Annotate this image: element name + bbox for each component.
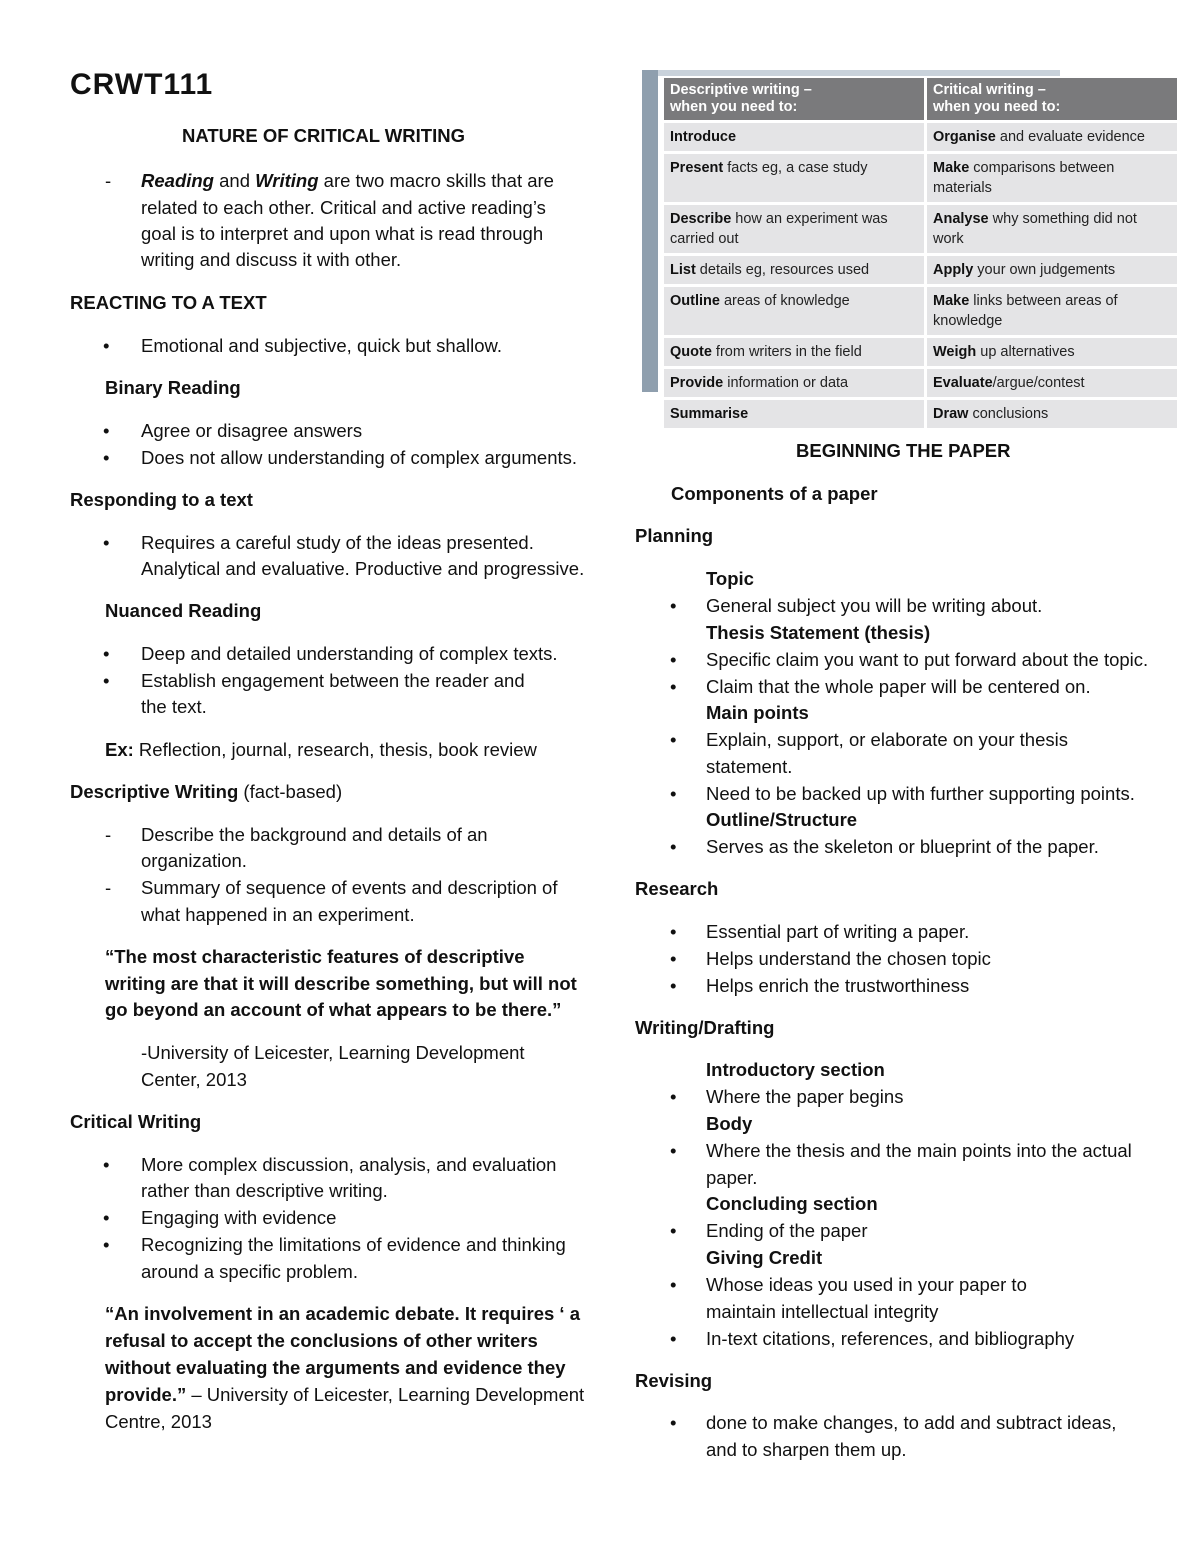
critical-cell (926, 399, 1179, 430)
heading-introductory-section: Introductory section (706, 1059, 885, 1080)
descriptive-cell (664, 368, 926, 399)
responding-line-2: Analytical and evaluative. Productive and progressive. (141, 558, 585, 579)
bullet-dot: • (670, 948, 677, 969)
bullet-dot: • (103, 670, 110, 691)
bullet-dot: • (670, 1412, 677, 1433)
table-body (664, 122, 1179, 430)
cell-text: how an experiment was carried out (670, 211, 888, 247)
descriptive-bullet-1-line-2: organization. (141, 850, 247, 871)
heading-writing-drafting: Writing/Drafting (635, 1017, 775, 1038)
cell-verb: List (670, 262, 696, 278)
quote-2-end: provide.” (105, 1384, 187, 1405)
bullet-dot: • (670, 595, 677, 616)
responding-line-1: Requires a careful study of the ideas presented. (141, 532, 534, 553)
bullet-dot: • (103, 335, 110, 356)
critical-bullet-3-line-1: Recognizing the limitations of evidence and thinking (141, 1234, 566, 1255)
header-critical (926, 78, 1179, 122)
comparison-table-figure (642, 70, 1180, 422)
cell-verb: Evaluate (933, 375, 993, 391)
bullet-dot: • (670, 1328, 677, 1349)
intro-bullet: Where the paper begins (706, 1086, 904, 1107)
table-row (664, 204, 1179, 255)
cell-text: information or data (723, 375, 849, 391)
cell-text: and evaluate evidence (995, 129, 1146, 145)
bullet-dot: • (670, 1274, 677, 1295)
cell-verb: Weigh (933, 344, 977, 360)
critical-cell (926, 286, 1179, 337)
quote-1-line-1: “The most characteristic features of descriptive (105, 946, 525, 967)
heading-concluding-section: Concluding section (706, 1193, 878, 1214)
descriptive-cell (664, 399, 926, 430)
critical-bullet-1-line-2: rather than descriptive writing. (141, 1180, 388, 1201)
cell-text: conclusions (968, 406, 1049, 422)
bullet-dot: • (670, 1086, 677, 1107)
quote-2-line-2: refusal to accept the conclusions of other writers (105, 1330, 538, 1351)
cell-verb: Make (933, 160, 970, 176)
cell-verb: Introduce (670, 129, 737, 145)
table-row (664, 399, 1179, 430)
bullet-dot: • (103, 447, 110, 468)
binary-bullet-2: Does not allow understanding of complex arguments. (141, 447, 578, 468)
cell-text: up alternatives (976, 344, 1075, 360)
descriptive-bullet-2-line-1: Summary of sequence of events and description of (141, 877, 558, 898)
heading-outline-structure: Outline/Structure (706, 809, 858, 830)
table-row (664, 286, 1179, 337)
main-bullet-1-line-2: statement. (706, 756, 793, 777)
table-row (664, 368, 1179, 399)
cell-text: from writers in the field (711, 344, 862, 360)
descriptive-cell (664, 286, 926, 337)
nature-paragraph-line-3: goal is to interpret and upon what is read through (141, 223, 544, 244)
bullet-dot: • (103, 1207, 110, 1228)
bullet-dot: • (103, 643, 110, 664)
cell-verb: Apply (933, 262, 974, 278)
table-header-row (664, 78, 1179, 122)
heading-components-of-a-paper: Components of a paper (671, 483, 878, 504)
descriptive-bullet-2-line-2: what happened in an experiment. (141, 904, 415, 925)
cell-text: links between areas of knowledge (933, 293, 1118, 329)
nature-paragraph-line-2: related to each other. Critical and active reading’s (141, 197, 546, 218)
critical-bullet-2: Engaging with evidence (141, 1207, 337, 1228)
descriptive-cell (664, 204, 926, 255)
nature-text: and (213, 170, 256, 191)
document-title: CRWT111 (70, 68, 214, 101)
revising-bullet-line-2: and to sharpen them up. (706, 1439, 907, 1460)
reading-term: Reading (141, 170, 214, 191)
credit-bullet-1-line-1: Whose ideas you used in your paper to (706, 1274, 1027, 1295)
cell-text: comparisons between materials (933, 160, 1115, 196)
header-line: Descriptive writing – (670, 82, 812, 98)
bullet-dot: • (670, 836, 677, 857)
descriptive-cell (664, 337, 926, 368)
heading-main-points: Main points (706, 702, 809, 723)
cell-verb: Draw (933, 406, 969, 422)
header-line: when you need to: (933, 99, 1061, 115)
cell-verb: Analyse (933, 211, 989, 227)
header-descriptive (664, 78, 926, 122)
reacting-bullet: Emotional and subjective, quick but shallow. (141, 335, 502, 356)
critical-cell (926, 368, 1179, 399)
header-line: Critical writing – (933, 82, 1046, 98)
bullet-dot: • (103, 1234, 110, 1255)
cell-verb: Summarise (670, 406, 749, 422)
heading-body: Body (706, 1113, 753, 1134)
heading-planning: Planning (635, 525, 714, 546)
cell-verb: Quote (670, 344, 712, 360)
critical-bullet-1-line-1: More complex discussion, analysis, and evaluation (141, 1154, 557, 1175)
nuanced-bullet-2-line-2: the text. (141, 696, 207, 717)
quote-2-line-3: without evaluating the arguments and evidence they (105, 1357, 566, 1378)
table-row (664, 255, 1179, 286)
topic-bullet: General subject you will be writing about. (706, 595, 1043, 616)
bullet-dot: • (670, 676, 677, 697)
critical-cell (926, 337, 1179, 368)
cell-verb: Describe (670, 211, 732, 227)
heading-reacting-to-a-text: REACTING TO A TEXT (70, 292, 267, 313)
main-bullet-1-line-1: Explain, support, or elaborate on your thesis (706, 729, 1068, 750)
descriptive-cell (664, 122, 926, 153)
bullet-dot: • (670, 921, 677, 942)
research-bullet-3: Helps enrich the trustworthiness (706, 975, 970, 996)
quote-2-line-1: “An involvement in an academic debate. It requires ‘ a (105, 1303, 580, 1324)
table-top-border (658, 70, 1060, 76)
thesis-bullet-1: Specific claim you want to put forward about the topic. (706, 649, 1149, 670)
cell-text: facts eg, a case study (723, 160, 868, 176)
bullet-dash: - (105, 824, 112, 845)
cell-verb: Present (670, 160, 724, 176)
concluding-bullet: Ending of the paper (706, 1220, 868, 1241)
heading-giving-credit: Giving Credit (706, 1247, 823, 1268)
heading-thesis-statement: Thesis Statement (thesis) (706, 622, 931, 643)
descriptive-writing-term: Descriptive Writing (70, 781, 239, 802)
nature-text: are two macro skills that are (318, 170, 554, 191)
critical-cell (926, 255, 1179, 286)
citation-1-line-2: Center, 2013 (141, 1069, 247, 1090)
bullet-dot: • (103, 532, 110, 553)
heading-revising: Revising (635, 1370, 713, 1391)
descriptive-bullet-1-line-1: Describe the background and details of an (141, 824, 488, 845)
quote-1-line-3: go beyond an account of what appears to be there.” (105, 999, 562, 1020)
cell-verb: Outline (670, 293, 720, 309)
cell-text: details eg, resources used (695, 262, 870, 278)
bullet-dash: - (105, 877, 112, 898)
body-bullet-line-1: Where the thesis and the main points into the actual (706, 1140, 1132, 1161)
credit-bullet-2: In-text citations, references, and bibliography (706, 1328, 1075, 1349)
research-bullet-2: Helps understand the chosen topic (706, 948, 991, 969)
critical-cell (926, 204, 1179, 255)
header-line: when you need to: (670, 99, 798, 115)
bullet-dot: • (670, 783, 677, 804)
table-left-border (642, 70, 658, 392)
ex-label: Ex: (105, 739, 134, 760)
heading-nature-of-critical-writing: NATURE OF CRITICAL WRITING (182, 125, 465, 146)
bullet-dot: • (103, 1154, 110, 1175)
bullet-dash: - (105, 170, 112, 191)
critical-cell (926, 122, 1179, 153)
examples-line (105, 736, 537, 763)
writing-term: Writing (255, 170, 319, 191)
descriptive-cell (664, 255, 926, 286)
table-row (664, 153, 1179, 204)
heading-responding-to-a-text: Responding to a text (70, 489, 253, 510)
quote-1-line-2: writing are that it will describe something, but will not (105, 973, 577, 994)
binary-bullet-1: Agree or disagree answers (141, 420, 363, 441)
bullet-dot: • (670, 729, 677, 750)
cell-verb: Make (933, 293, 970, 309)
heading-topic: Topic (706, 568, 754, 589)
bullet-dot: • (670, 975, 677, 996)
critical-cell (926, 153, 1179, 204)
comparison-table (664, 78, 1180, 431)
bullet-dot: • (670, 1140, 677, 1161)
credit-bullet-1-line-2: maintain intellectual integrity (706, 1301, 939, 1322)
descriptive-cell (664, 153, 926, 204)
table-row (664, 122, 1179, 153)
quote-2-citation: – University of Leicester, Learning Development (186, 1384, 585, 1405)
heading-beginning-the-paper: BEGINNING THE PAPER (796, 440, 1011, 461)
bullet-dot: • (103, 420, 110, 441)
cell-text: why something did not work (933, 211, 1137, 247)
nuanced-bullet-2-line-1: Establish engagement between the reader and (141, 670, 525, 691)
heading-nuanced-reading: Nuanced Reading (105, 600, 262, 621)
citation-1-line-1: -University of Leicester, Learning Development (141, 1042, 525, 1063)
heading-binary-reading: Binary Reading (105, 377, 241, 398)
ex-text: Reflection, journal, research, thesis, book review (133, 739, 537, 760)
revising-bullet-line-1: done to make changes, to add and subtract ideas, (706, 1412, 1117, 1433)
cell-verb: Organise (933, 129, 996, 145)
cell-text: areas of knowledge (719, 293, 850, 309)
heading-descriptive-writing (70, 778, 342, 805)
nature-paragraph-line-1 (141, 167, 554, 194)
descriptive-note: (fact-based) (238, 781, 343, 802)
cell-text: /argue/contest (992, 375, 1085, 391)
nature-paragraph-line-4: writing and discuss it with other. (141, 249, 402, 270)
heading-critical-writing: Critical Writing (70, 1111, 202, 1132)
quote-2-line-5: Centre, 2013 (105, 1411, 212, 1432)
cell-text: your own judgements (973, 262, 1116, 278)
table-row (664, 337, 1179, 368)
cell-verb: Provide (670, 375, 724, 391)
bullet-dot: • (670, 649, 677, 670)
research-bullet-1: Essential part of writing a paper. (706, 921, 970, 942)
thesis-bullet-2: Claim that the whole paper will be centered on. (706, 676, 1091, 697)
body-bullet-line-2: paper. (706, 1167, 758, 1188)
heading-research: Research (635, 878, 719, 899)
outline-bullet: Serves as the skeleton or blueprint of the paper. (706, 836, 1099, 857)
nuanced-bullet-1: Deep and detailed understanding of complex texts. (141, 643, 558, 664)
quote-2-line-4 (105, 1381, 584, 1408)
bullet-dot: • (670, 1220, 677, 1241)
critical-bullet-3-line-2: around a specific problem. (141, 1261, 358, 1282)
main-bullet-2: Need to be backed up with further supporting points. (706, 783, 1135, 804)
